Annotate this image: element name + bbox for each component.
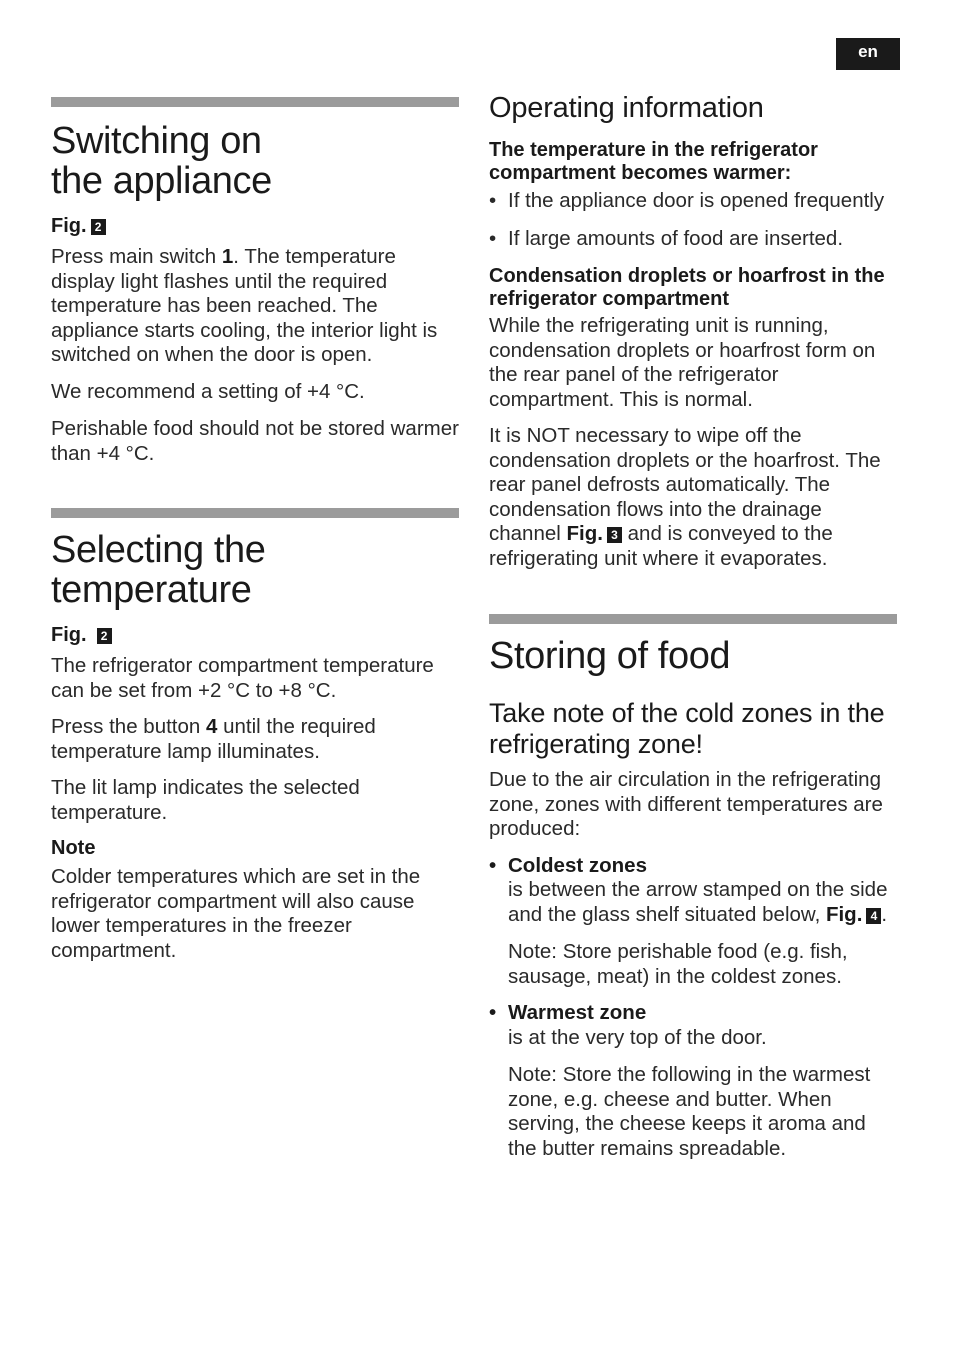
text: Press main switch (51, 245, 222, 268)
storing-title: Storing of food (489, 635, 731, 677)
list-item-coldest (489, 854, 899, 990)
list-item-warmest (489, 1001, 899, 1161)
warmer-heading: The temperature in the refrigerator compartment becomes warmer: (489, 139, 818, 184)
selecting-title-line1: Selecting the (51, 529, 266, 571)
right-column (489, 92, 899, 1161)
switching-paragraph-1 (51, 245, 459, 368)
fig-number-box: 2 (91, 219, 106, 235)
note-heading: Note (51, 837, 96, 859)
selecting-paragraph-3: The lit lamp indicates the selected temperature. (51, 776, 360, 824)
selecting-fig-ref (51, 623, 459, 647)
switching-title (51, 121, 459, 201)
fig-label: Fig. (566, 522, 603, 545)
condensation-paragraph-1: While the refrigerating unit is running, condensation droplets or hoarfrost form on the rear panel of the refrigerator compartment. This is normal. (489, 314, 876, 411)
switch-number: 1 (221, 245, 234, 268)
operating-title: Operating information (489, 92, 764, 124)
section-rule (489, 614, 897, 624)
condensation-heading: Condensation droplets or hoarfrost in the refrigerator compartment (489, 265, 885, 310)
bullet-dot: • (489, 226, 497, 250)
switching-title-line1: Switching on (51, 120, 262, 162)
fig-number-box: 2 (97, 628, 112, 644)
fig-number-box: 4 (866, 908, 881, 924)
selecting-title (51, 530, 459, 610)
text: If large amounts of food are inserted. (508, 226, 844, 250)
section-rule (51, 97, 459, 107)
warmest-text: is at the very top of the door. (508, 1025, 767, 1049)
bullet-dot: • (489, 853, 497, 877)
text: . (881, 902, 888, 926)
fig-label: Fig. (51, 624, 87, 646)
selecting-paragraph-2 (51, 715, 459, 764)
fig-label: Fig. (51, 215, 87, 237)
list-item (489, 189, 899, 214)
coldest-note: Note: Store perishable food (e.g. fish, sausage, meat) in the coldest zones. (508, 940, 848, 988)
left-column (51, 97, 459, 963)
warmest-note: Note: Store the following in the warmest zone, e.g. cheese and butter. When serving, the cheese keeps it aroma and the butter remains spreadable. (508, 1063, 871, 1160)
storing-subtitle: Take note of the cold zones in the refrigerating zone! (489, 698, 885, 759)
text: Press the button (51, 715, 206, 738)
bullet-dot: • (489, 1001, 497, 1024)
section-rule (51, 508, 459, 518)
fig-number-box: 3 (607, 527, 622, 543)
switching-paragraph-2: We recommend a setting of +4 °C. (51, 379, 365, 403)
text: is between the arrow stamped on the side and the glass shelf situated below, (508, 878, 888, 926)
text: and is conveyed to the refrigerating unit where it evaporates. (489, 522, 833, 570)
list-item (489, 227, 899, 252)
condensation-paragraph-2 (489, 424, 899, 571)
text: . The temperature display light flashes until the required temperature has been reached. The appliance starts cooling, the interior light is switched on when the door is open. (51, 245, 438, 366)
bullet-dot: • (489, 189, 497, 212)
selecting-paragraph-1: The refrigerator compartment temperature can be set from +2 °C to +8 °C. (51, 654, 434, 702)
coldest-heading: Coldest zones (508, 853, 647, 877)
language-badge: en (836, 38, 900, 70)
switching-paragraph-3: Perishable food should not be stored warmer than +4 °C. (51, 417, 459, 465)
warmest-heading: Warmest zone (508, 1001, 647, 1024)
text: If the appliance door is opened frequently (508, 189, 885, 212)
coldest-text (508, 878, 899, 927)
note-text: Colder temperatures which are set in the refrigerator compartment will also cause lower temperatures in the freezer compartment. (51, 865, 421, 962)
storing-intro: Due to the air circulation in the refrigerating zone, zones with different temperatures are produced: (489, 768, 883, 840)
fig-label: Fig. (825, 902, 863, 926)
switching-fig-ref (51, 214, 459, 238)
button-number: 4 (205, 715, 218, 738)
selecting-title-line2: temperature (51, 569, 252, 611)
switching-title-line2: the appliance (51, 160, 272, 202)
text: until the required temperature lamp illuminates. (51, 715, 376, 763)
text: It is NOT necessary to wipe off the condensation droplets or the hoarfrost. The rear panel defrosts automatically. The condensation flows into the drainage channel (489, 424, 881, 545)
